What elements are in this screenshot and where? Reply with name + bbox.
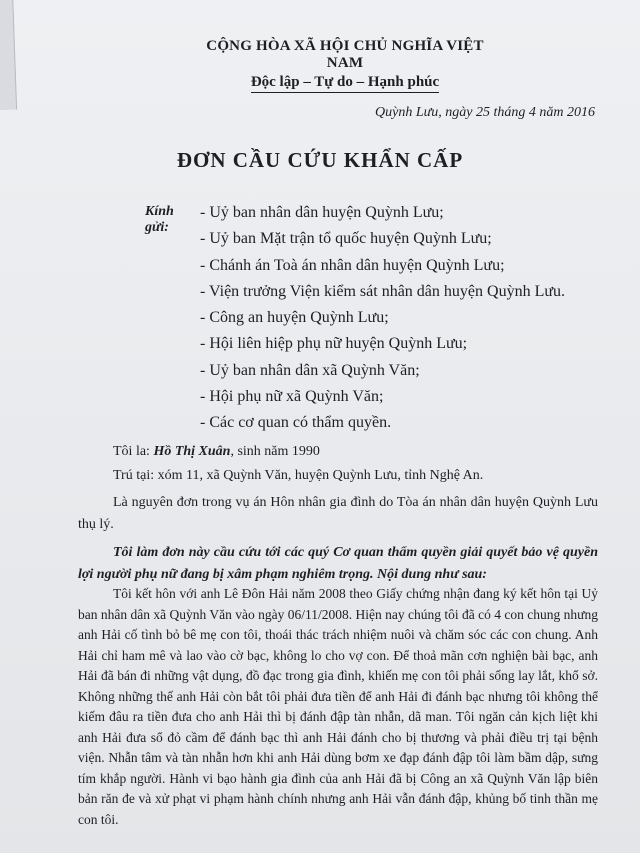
recipient-item: - Uỷ ban nhân dân huyện Quỳnh Lưu; [200,204,444,221]
address-line: Trú tại: xóm 11, xã Quỳnh Văn, huyện Quỳnh Lưu, tỉnh Nghệ An. [113,468,484,483]
national-motto: Độc lập – Tự do – Hạnh phúc [251,74,439,93]
adjacent-page-edge [0,0,17,110]
recipient-item: - Công an huyện Quỳnh Lưu; [200,309,389,327]
addressee-label: Kính gửi: [145,204,174,235]
national-header [200,38,490,93]
document-title: ĐƠN CẦU CỨU KHẨN CẤP [176,148,464,172]
recipient-item: - Các cơ quan có thẩm quyền. [200,414,392,432]
recipient-item: - Uỷ ban nhân dân xã Quỳnh Văn; [200,361,420,379]
content-paragraph: Tôi kết hôn với anh Lê Đôn Hải năm 2008 theo Giấy chứng nhận đang ký kết hôn tại Uỷ ban nhân dân xã Quỳnh Văn vào ngày 06/11/2008. Hiện nay chúng tôi đã có 4 con chung nhưng anh Hải cố tình bỏ bê mẹ con tôi, thoái thác trách nhiệm nuôi và chăm sóc các con chung. Anh Hải chỉ ham mê và lao vào cờ bạc, không lo cho vợ con. Để thoả mãn cơn nghiện bài bạc, anh Hải đã bán đi những vật dụng, đồ đạc trong gia đình, khiến mẹ con tôi phải sống lay lắt, khổ sở. Không những thế anh Hải còn bắt tôi phải đưa tiền để anh Hải đi đánh bạc nhưng tôi không thể kiếm đâu ra tiền đưa cho anh Hải thì bị đánh đập tàn nhẫn, dã man. Tôi ngăn cản kịch liệt khi anh Hải đưa sổ đỏ cầm để đánh bạc thì anh Hải đánh cho bị thương và phải điều trị tại bệnh viện. Nhẫn tâm và tàn nhẫn hơn khi anh Hải dùng bơm xe đạp đánh đập tôi làm bầm dập, sưng tím khắp người. Hành vi bạo hành gia đình của anh Hải đã bị Công an xã Quỳnh Văn lập biên bản răn đe và xử phạt vi phạm hành chính nhưng anh Hải vẫn đánh đập, khủng bố tinh thần mẹ con tôi. [78,586,598,827]
recipient-item: - Hội liên hiệp phụ nữ huyện Quỳnh Lưu; [200,335,468,353]
intro-block [78,440,598,488]
applicant-name: Hồ Thị Xuân [153,444,231,459]
recipient-item: - Hội phụ nữ xã Quỳnh Văn; [200,388,384,406]
applicant-prefix: Tôi la: [113,444,154,459]
applicant-line [78,440,598,464]
plaintiff-paragraph: Là nguyên đơn trong vụ án Hôn nhân gia đình do Tòa án nhân dân huyện Quỳnh Lưu thụ lý. [78,495,598,532]
recipient-list [200,200,620,437]
nation-name: CỘNG HÒA XÃ HỘI CHỦ NGHĨA VIỆT NAM [206,38,484,71]
recipient-item: - Chánh án Toà án nhân dân huyện Quỳnh Lưu; [200,256,505,274]
date-line: Quỳnh Lưu, ngày 25 tháng 4 năm 2016 [375,105,595,120]
request-paragraph: Tôi làm đơn này cầu cứu tới các quý Cơ quan thẩm quyền giải quyết bảo vệ quyền lợi người phụ nữ đang bị xâm phạm nghiêm trọng. Nội dung như sau: [78,545,598,582]
recipient-item: - Viện trưởng Viện kiểm sát nhân dân huyện Quỳnh Lưu. [200,282,566,300]
applicant-birth-year: , sinh năm 1990 [230,444,320,459]
recipient-item: - Uỷ ban Mặt trận tổ quốc huyện Quỳnh Lưu; [200,230,492,248]
